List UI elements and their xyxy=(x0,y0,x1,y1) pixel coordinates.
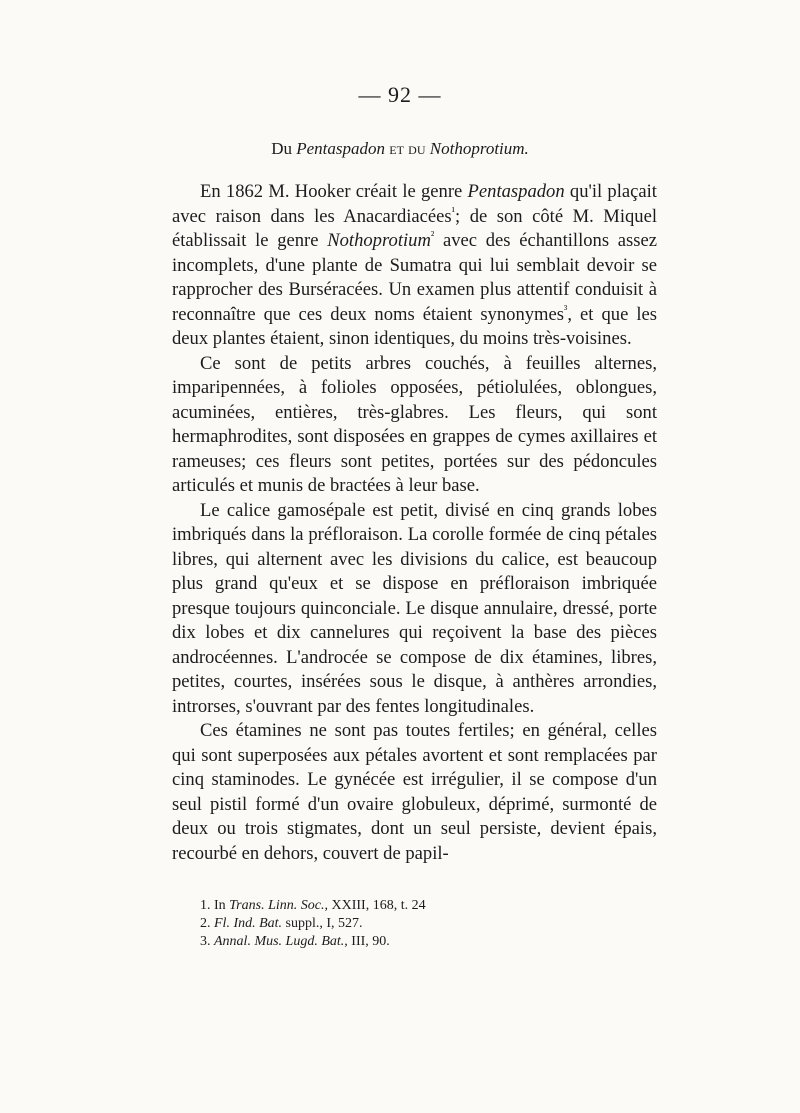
text-run: Ces étamines ne sont pas toutes fertiles; en général, celles qui sont superposées aux pétales avortent et sont remplacées par cinq staminodes. Le gynécée est irrégulier, il se compose d'un seul pistil formé d'un ovaire globuleux, déprimé, surmonté de deux ou trois stigmates, dont un seul persiste, devient épais, recourbé en dehors, couvert de papil- xyxy=(172,720,657,864)
text-run: suppl., I, 527. xyxy=(282,916,363,931)
footnotes xyxy=(200,897,660,951)
text-run: qu'il plaçait avec raison dans les Anacardiacées xyxy=(172,181,657,227)
text-run: , III, 90. xyxy=(344,934,390,949)
text-run: avec des échantillons assez incomplets, d'une plante de Sumatra qui lui semblait devoir se rapprocher des Burséracées. Un examen plus attentif conduisit à reconnaître que ces deux noms étaient synonymes xyxy=(172,230,658,325)
body-text xyxy=(172,180,657,866)
text-run: , XXIII, 168, t. 24 xyxy=(324,898,426,913)
footnote-marker: ³ xyxy=(564,303,568,316)
paragraph xyxy=(172,180,657,352)
paragraph xyxy=(172,352,657,499)
text-run: 3. xyxy=(200,934,214,949)
text-run: Le calice gamosépale est petit, divisé en cinq grands lobes imbriqués dans la préfloraison. La corolle formée de cinq pétales libres, qui alternent avec les divisions du calice, est beaucoup plus grand qu'eux et se dispose en préfloraison imbriquée presque toujours quinconciale. Le disque annulaire, dressé, porte dix lobes et dix cannelures qui reçoivent la base des pièces androcéennes. L'androcée se compose de dix étamines, libres, petites, courtes, insérées sous le disque, à anthères arrondies, introrses, s'ouvrant par des fentes longitudinales. xyxy=(172,499,657,717)
footnote xyxy=(200,897,660,915)
footnote-marker: ² xyxy=(430,229,435,242)
text-run: 2. xyxy=(200,916,214,931)
footnote xyxy=(200,915,660,933)
text-run: 1. In xyxy=(200,898,230,913)
italic-text: Nothoprotium xyxy=(327,230,431,251)
italic-text: Pentaspadon xyxy=(467,181,565,202)
footnote-marker: ¹ xyxy=(451,205,456,218)
footnote xyxy=(200,933,660,951)
section-heading xyxy=(0,139,800,159)
heading-prefix: Du xyxy=(271,139,292,158)
italic-text: Trans. Linn. Soc. xyxy=(229,898,325,913)
heading-genus-1: Pentaspadon xyxy=(296,139,386,158)
paragraph xyxy=(172,719,657,866)
text-run: Ce sont de petits arbres couchés, à feuilles alternes, imparipennées, à folioles opposées, pétiolulées, oblongues, acuminées, entières, très-glabres. Les fleurs, qui sont hermaphrodites, sont disposées en grappes de cymes axillaires et rameuses; ces fleurs sont petites, portées sur des pédoncules articulés et munis de bractées à leur base. xyxy=(172,352,657,496)
paragraph xyxy=(172,499,657,720)
heading-genus-2: Nothoprotium. xyxy=(429,139,529,158)
text-run: , et que les deux plantes étaient, sinon identiques, du moins très-voisines. xyxy=(172,303,657,349)
italic-text: Annal. Mus. Lugd. Bat. xyxy=(214,934,345,949)
text-run: ; de son côté M. Miquel établissait le genre xyxy=(172,205,657,251)
text-run: En 1862 M. Hooker créait le genre xyxy=(200,181,468,202)
page-number: — 92 — xyxy=(358,82,442,107)
italic-text: Fl. Ind. Bat. xyxy=(214,916,283,931)
heading-connector: et du xyxy=(389,139,426,158)
